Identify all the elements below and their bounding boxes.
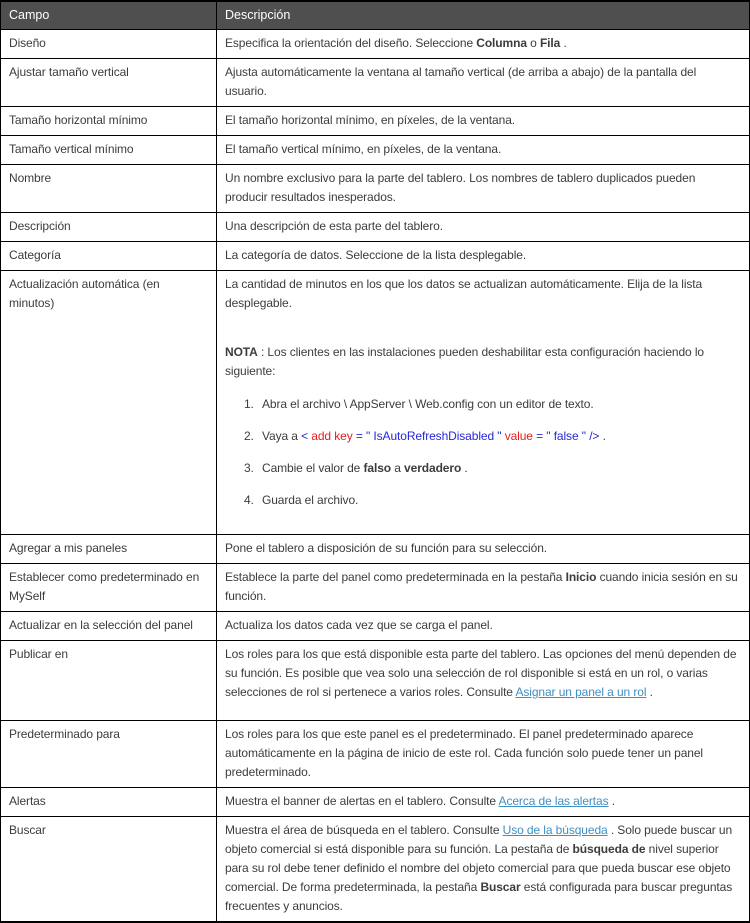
table-row <box>1 721 750 788</box>
paragraph <box>225 343 741 381</box>
description-cell <box>217 165 750 213</box>
description-cell <box>217 788 750 817</box>
table-header <box>1 1 750 30</box>
field-cell: Establecer como predeterminado en MySelf <box>1 564 217 612</box>
bold-text: Fila <box>539 36 561 50</box>
text-run: Pone el tablero a disposición de su función para su selección. <box>225 541 548 555</box>
description-cell <box>217 817 750 923</box>
field-cell: Nombre <box>1 165 217 213</box>
table-row <box>1 107 750 136</box>
description-cell <box>217 242 750 271</box>
field-cell: Tamaño horizontal mínimo <box>1 107 217 136</box>
field-cell: Actualización automática (en minutos) <box>1 271 217 535</box>
table-row <box>1 271 750 535</box>
text-run: Muestra el área de búsqueda en el tablero. Consulte <box>225 823 503 837</box>
text-run: Muestra el banner de alertas en el tablero. Consulte <box>225 794 499 808</box>
header-row <box>1 1 750 30</box>
list-item <box>257 427 741 446</box>
paragraph <box>225 275 741 313</box>
table-row <box>1 788 750 817</box>
paragraph <box>225 217 741 236</box>
bold-text: verdadero <box>404 461 462 475</box>
code-token: " <box>494 429 505 443</box>
description-cell <box>217 59 750 107</box>
code-token: " <box>362 429 374 443</box>
list-item <box>257 491 741 510</box>
table-row <box>1 136 750 165</box>
description-cell <box>217 136 750 165</box>
doc-link[interactable]: Asignar un panel a un rol <box>515 685 647 699</box>
text-run: Cambie el valor de <box>262 461 364 475</box>
text-run: cuando inicia sesión en su función. <box>225 570 738 603</box>
description-cell <box>217 641 750 721</box>
list-item <box>257 459 741 478</box>
field-cell: Predeterminado para <box>1 721 217 788</box>
paragraph <box>225 616 741 635</box>
paragraph <box>225 169 741 207</box>
paragraph <box>225 140 741 159</box>
text-run: . Solo puede buscar un objeto comercial si está disponible para su función. La pestaña de <box>225 823 733 856</box>
field-cell: Categoría <box>1 242 217 271</box>
text-run: Establece la parte del panel como predeterminada en la pestaña <box>225 570 566 584</box>
table-row <box>1 242 750 271</box>
table-body <box>1 30 750 923</box>
table-row <box>1 817 750 923</box>
text-run: Los roles para los que está disponible esta parte del tablero. Las opciones del menú dependen de su función. Es posible que vea solo una selección de rol disponible si está en un rol, o varias selecciones de rol si pertenece a varios roles. Consulte <box>225 647 737 699</box>
paragraph <box>225 539 741 558</box>
text-run: está configurada para buscar preguntas frecuentes y anuncios. <box>225 880 733 913</box>
paragraph <box>225 568 741 606</box>
text-run: Los roles para los que este panel es el predeterminado. El panel predeterminado aparece automáticamente en la página de inicio de este rol. Cada función solo puede tener un panel predeterminado. <box>225 727 704 779</box>
code-token: = <box>536 429 544 443</box>
table-row <box>1 535 750 564</box>
field-cell: Buscar <box>1 817 217 923</box>
text-run: Abra el archivo \ AppServer \ Web.config con un editor de texto. <box>262 397 594 411</box>
bold-text: Inicio <box>565 570 597 584</box>
doc-link[interactable]: Uso de la búsqueda <box>502 823 608 837</box>
text-run: . <box>461 461 468 475</box>
text-run: Vaya a <box>262 429 302 443</box>
code-token: /> <box>589 429 600 443</box>
table-row <box>1 641 750 721</box>
code-token: false <box>553 429 579 443</box>
paragraph <box>225 792 741 811</box>
description-cell <box>217 535 750 564</box>
paragraph <box>225 111 741 130</box>
field-cell: Publicar en <box>1 641 217 721</box>
text-run: . <box>560 36 567 50</box>
code-token: = <box>355 429 363 443</box>
code-token: value <box>504 429 533 443</box>
paragraph <box>225 821 741 916</box>
table-row <box>1 165 750 213</box>
bold-text: falso <box>363 461 391 475</box>
text-run: La cantidad de minutos en los que los datos se actualizan automáticamente. Elija de la lista desplegable. <box>225 277 703 310</box>
description-cell <box>217 213 750 242</box>
text-run: Una descripción de esta parte del tablero. <box>225 219 443 233</box>
table-row <box>1 612 750 641</box>
field-cell: Tamaño vertical mínimo <box>1 136 217 165</box>
description-cell <box>217 564 750 612</box>
ordered-list <box>225 395 741 510</box>
bold-text: Buscar <box>480 880 521 894</box>
doc-link[interactable]: Acerca de las alertas <box>498 794 609 808</box>
text-run: o <box>526 36 540 50</box>
code-token: IsAutoRefreshDisabled <box>373 429 495 443</box>
text-run: El tamaño horizontal mínimo, en píxeles, de la ventana. <box>225 113 516 127</box>
text-run: Guarda el archivo. <box>262 493 359 507</box>
description-cell <box>217 721 750 788</box>
text-run: La categoría de datos. Seleccione de la lista desplegable. <box>225 248 527 262</box>
code-token: < <box>301 429 309 443</box>
code-token: add key <box>311 429 353 443</box>
text-run: a <box>391 461 405 475</box>
field-cell: Actualizar en la selección del panel <box>1 612 217 641</box>
text-run: . <box>608 794 615 808</box>
paragraph <box>225 246 741 265</box>
paragraph <box>225 34 741 53</box>
description-cell <box>217 612 750 641</box>
field-cell: Diseño <box>1 30 217 59</box>
text-run: Actualiza los datos cada vez que se carga el panel. <box>225 618 493 632</box>
table-row <box>1 213 750 242</box>
field-cell: Agregar a mis paneles <box>1 535 217 564</box>
paragraph <box>225 725 741 782</box>
text-run: . <box>599 429 606 443</box>
text-run: Ajusta automáticamente la ventana al tamaño vertical (de arriba a abajo) de la pantalla del usuario. <box>225 65 697 98</box>
table-row <box>1 30 750 59</box>
code-token: " <box>578 429 590 443</box>
paragraph <box>225 645 741 702</box>
description-cell <box>217 271 750 535</box>
text-run: : Los clientes en las instalaciones pueden deshabilitar esta configuración haciendo lo siguiente: <box>225 345 704 378</box>
column-header-field: Campo <box>1 1 217 30</box>
bold-text: NOTA <box>225 345 258 359</box>
field-cell: Alertas <box>1 788 217 817</box>
bold-text: Columna <box>476 36 527 50</box>
text-run: . <box>646 685 653 699</box>
column-header-description: Descripción <box>217 1 750 30</box>
list-item <box>257 395 741 414</box>
code-token: " <box>543 429 554 443</box>
text-run: nivel superior para su rol debe tener definido el nombre del objeto comercial para que pueda buscar ese objeto comercial. De forma predeterminada, la pestaña <box>225 842 731 894</box>
text-run: Especifica la orientación del diseño. Seleccione <box>225 36 477 50</box>
text-run: El tamaño vertical mínimo, en píxeles, de la ventana. <box>225 142 502 156</box>
table-row <box>1 59 750 107</box>
description-cell <box>217 107 750 136</box>
field-cell: Ajustar tamaño vertical <box>1 59 217 107</box>
field-cell: Descripción <box>1 213 217 242</box>
bold-text: búsqueda de <box>572 842 646 856</box>
description-cell <box>217 30 750 59</box>
table-row <box>1 564 750 612</box>
paragraph <box>225 63 741 101</box>
text-run: Un nombre exclusivo para la parte del tablero. Los nombres de tablero duplicados pueden producir resultados inesperados. <box>225 171 696 204</box>
